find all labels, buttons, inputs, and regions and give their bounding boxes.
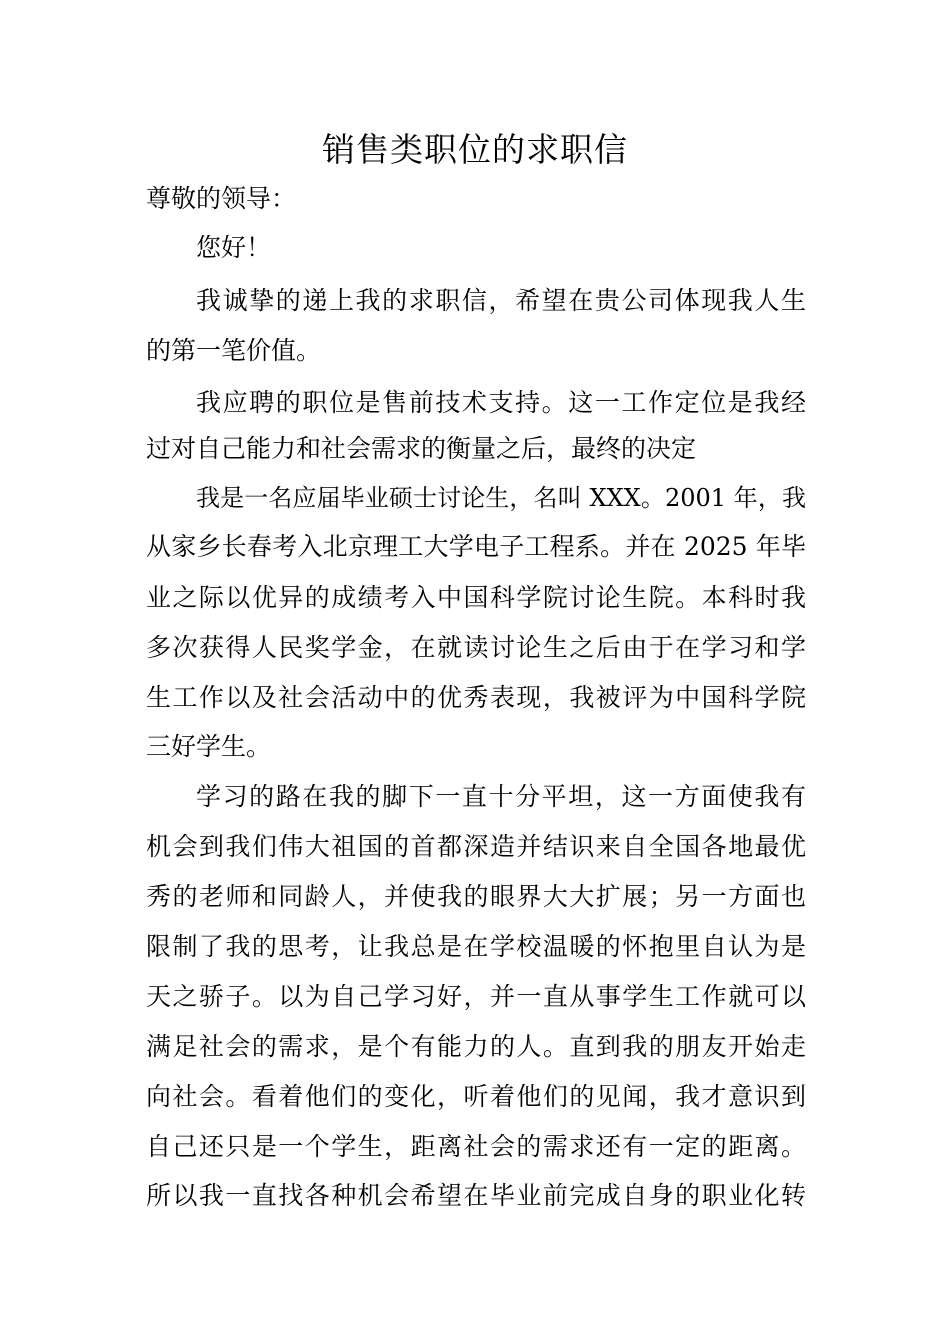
paragraph-line: 满足社会的需求，是个有能力的人。直到我的朋友开始走: [146, 1032, 806, 1061]
paragraph-line: 从家乡长春考入北京理工大学电子工程系。并在 2025 年毕: [146, 532, 806, 561]
paragraph-line: 业之际以优异的成绩考入中国科学院讨论生院。本科时我: [146, 583, 806, 612]
paragraph-line: 生工作以及社会活动中的优秀表现，我被评为中国科学院: [146, 683, 806, 712]
paragraph-line: 我是一名应届毕业硕士讨论生，名叫 XXX。2001 年，我: [196, 484, 806, 512]
paragraph-line: 所以我一直找各种机会希望在毕业前完成自身的职业化转: [146, 1181, 806, 1210]
paragraph-line: 过对自己能力和社会需求的衡量之后，最终的决定: [146, 434, 697, 463]
paragraph-line: 机会到我们伟大祖国的首都深造并结识来自全国各地最优: [146, 832, 806, 861]
paragraph-line: 三好学生。: [146, 732, 272, 761]
paragraph-line: 天之骄子。以为自己学习好，并一直从事学生工作就可以: [146, 982, 806, 1011]
greeting: 您好！: [196, 233, 272, 262]
salutation: 尊敬的领导：: [146, 184, 297, 213]
paragraph-line: 我应聘的职位是售前技术支持。这一工作定位是我经: [196, 388, 806, 417]
paragraph-line: 多次获得人民奖学金，在就读讨论生之后由于在学习和学: [146, 633, 806, 662]
paragraph-line: 学习的路在我的脚下一直十分平坦，这一方面使我有: [196, 782, 806, 811]
paragraph-line: 自己还只是一个学生，距离社会的需求还有一定的距离。: [146, 1132, 806, 1161]
paragraph-line: 向社会。看着他们的变化，听着他们的见闻，我才意识到: [146, 1082, 806, 1111]
paragraph-line: 限制了我的思考，让我总是在学校温暖的怀抱里自认为是: [146, 932, 806, 961]
paragraph-line: 的第一笔价值。: [146, 336, 322, 365]
paragraph-line: 秀的老师和同龄人，并使我的眼界大大扩展；另一方面也: [146, 882, 806, 911]
document-title: 销售类职位的求职信: [322, 130, 628, 169]
paragraph-line: 我诚挚的递上我的求职信，希望在贵公司体现我人生: [196, 286, 806, 315]
